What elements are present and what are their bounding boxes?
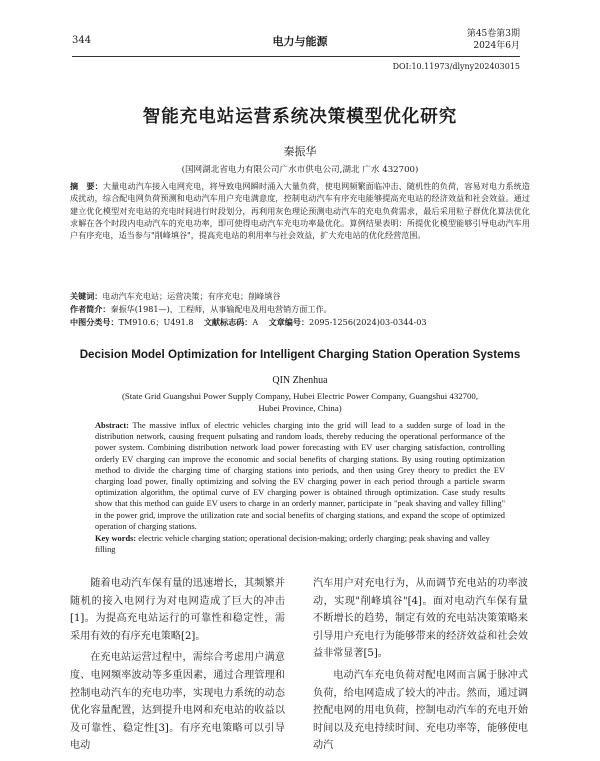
page-number: 344 <box>72 35 92 46</box>
abstract-english <box>95 420 505 532</box>
keywords-english-label: Key words: <box>95 534 137 543</box>
keywords-english <box>95 533 505 555</box>
classification-line <box>70 316 540 328</box>
affiliation-chinese: (国网湖北省电力有限公司广水市供电公司,湖北 广水 432700) <box>181 165 419 175</box>
keywords-english-text: electric vehicle charging station; operational decision-making; orderly charging; peak shaving and valley filling <box>95 534 490 555</box>
body-column-right <box>313 575 528 755</box>
issue-date: 2024年6月 <box>473 41 520 51</box>
doi: DOI:10.11973/dlyny202403015 <box>392 62 520 71</box>
author-intro-label: 作者简介： <box>70 304 111 314</box>
author-intro <box>70 303 540 315</box>
abstract-english-text: The massive influx of electric vehicles charging into the grid will lead to a sudden surge of load in the distribution network, causing frequent pulsating and random loads, thereby reducing the operational performance of the power system. Combining distribution network load power forecasting with EV user charging satisfaction, controlling orderly EV charging can improve the economic and social benefits of charging stations. By using routing optimization method to divide the charging time of charging stations into periods, and then using Grey theory to predict the EV charging load power, finally optimizing and solving the EV charging power in each period through a particle swarm optimization algorithm, the optimal curve of EV charging power is obtained through optimization. Case study results show that this method can guide EV users to charge in an orderly manner, participate in "peak shaving and valley filling" in the power grid, improve the utilization rate and social benefits of charging stations, and expand the scope of optimized operation of charging stations. <box>95 421 505 531</box>
abstract-chinese <box>70 180 530 241</box>
keywords-label: 关键词： <box>70 291 103 301</box>
title-chinese: 智能充电站运营系统决策模型优化研究 <box>142 107 458 127</box>
affiliation-english-line1: (State Grid Guangshui Power Supply Company, Hubei Electric Power Company, Guangshui 432700, <box>121 391 479 401</box>
article-id-value: 2095-1256(2024)03-0344-03 <box>309 317 427 327</box>
header-rule <box>72 56 520 57</box>
body-column-left <box>70 575 285 755</box>
abstract-label: 摘 要： <box>70 181 103 191</box>
abstract-english-label: Abstract: <box>95 421 129 430</box>
keywords-chinese <box>70 290 540 302</box>
clc-label: 中图分类号： <box>70 317 119 327</box>
abstract-text: 大量电动汽车接入电网充电，将导致电网瞬时涌入大量负荷，使电网频繁面临冲击、随机性的负荷，容易对电力系统造成扰动，综合配电网负荷预测和电动汽车用户充电满意度，控制电动汽车有序充电能够提高充电站的经济效益和社会效益。通过建立优化模型对充电站的充电时间进行时段划分，再利用灰色理论预测电动汽车的充电负荷需求，最后采用粒子群优化算法优化求解在各个时段内电动汽车的充电功率，即可使得电动汽车充电功率最优化。算例结果表明：所提优化模型能够引导电动汽车用户有序充电，适当参与"削峰填谷"，提高充电站的利用率与社会效益，扩大充电站的优化经营范围。 <box>70 181 530 241</box>
article-id-label: 文章编号： <box>268 317 310 327</box>
doc-code-label: 文献标志码： <box>203 317 253 327</box>
journal-name: 电力与能源 <box>272 35 328 48</box>
body-paragraph: 汽车用户对充电行为，从而调节充电站的功率波动，实现"削峰填谷"[4]。面对电动汽车保有量不断增长的趋势，制定有效的充电站决策策略来引导用户充电行为能够带来的经济效益和社会效益非常显著[5]。 <box>313 578 528 660</box>
volume-info <box>467 28 520 52</box>
clc-value: TM910.6；U491.8 <box>118 317 194 327</box>
author-chinese: 秦振华 <box>283 145 317 158</box>
body-paragraph: 在充电站运营过程中，需综合考虑用户满意度、电网频率波动等多重因素，通过合理管理和控制电动汽车的充电功率，实现电力系统的动态优化容量配置，达到提升电网和充电站的收益以及可靠性、稳定性[3]。有序充电策略可以引导电动 <box>70 652 285 752</box>
author-english: QIN Zhenhua <box>272 375 328 386</box>
author-intro-text: 秦振华(1981—)，工程师，从事输配电及用电营销方面工作。 <box>110 304 332 314</box>
affiliation-english-line2: Hubei Province, China) <box>258 403 342 413</box>
affiliation-english <box>0 390 600 414</box>
title-english: Decision Model Optimization for Intelligent Charging Station Operation Systems <box>79 348 521 361</box>
body-paragraph: 随着电动汽车保有量的迅速增长，其频繁并随机的接入电网行为对电网造成了巨大的冲击[1]。为提高充电站运行的可靠性和稳定性，需采用有效的有序充电策略[2]。 <box>70 578 285 642</box>
doc-code-value: A <box>252 317 259 327</box>
keywords-text: 电动汽车充电站；运营决策；有序充电；削峰填谷 <box>102 291 281 301</box>
volume-issue: 第45卷第3期 <box>466 29 520 39</box>
body-paragraph: 电动汽车充电负荷对配电网而言属于脉冲式负荷，给电网造成了较大的冲击。然而，通过调控配电网的用电负荷，控制电动汽车的充电开始时间以及充电持续时间、充电功率等，能够使电动汽 <box>313 669 528 752</box>
